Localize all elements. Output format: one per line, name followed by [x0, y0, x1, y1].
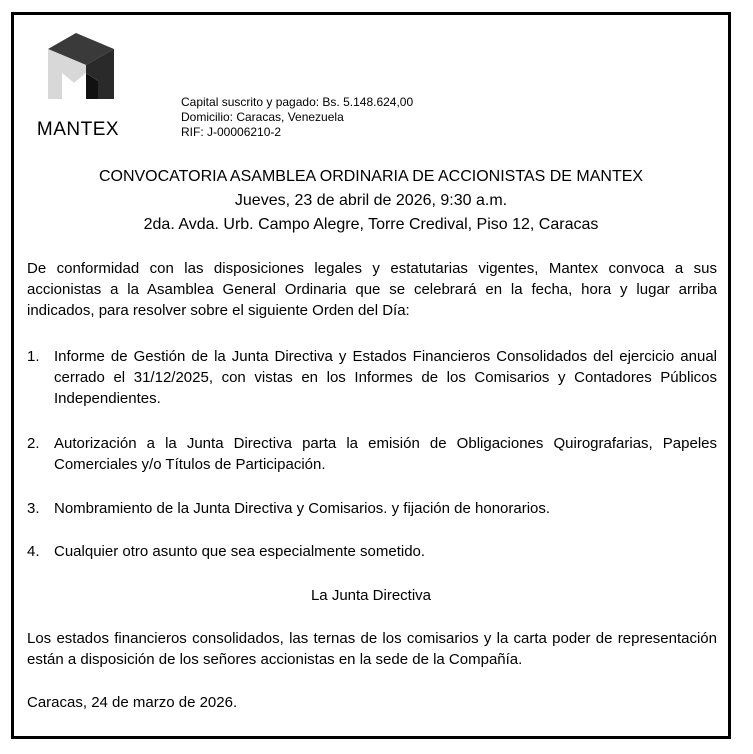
notice-frame — [11, 12, 731, 739]
footer-note: Los estados financieros consolidados, las ternas de los comisarios y la carta poder de representación están a disposición de los señores accionistas en la sede de la Compañía. — [27, 630, 717, 668]
agenda-item — [27, 498, 717, 519]
agenda-text: Cualquier otro asunto que sea especialmente sometido. — [54, 543, 426, 560]
domicile-line: Domicilio: Caracas, Venezuela — [181, 110, 344, 124]
agenda-number: 1. — [27, 348, 40, 365]
notice-header — [14, 165, 728, 237]
company-logo — [36, 33, 126, 153]
notice-title: CONVOCATORIA ASAMBLEA ORDINARIA DE ACCIONISTAS DE MANTEX — [98, 168, 644, 185]
company-info — [181, 95, 413, 140]
place-date: Caracas, 24 de marzo de 2026. — [27, 694, 238, 711]
mantex-logo-icon — [48, 33, 114, 99]
capital-line: Capital suscrito y pagado: Bs. 5.148.624,00 — [181, 95, 414, 109]
agenda-text: Autorización a la Junta Directiva parta la emisión de Obligaciones Quirografarias, Papeles Comerciales y/o Títulos de Participación. — [54, 435, 717, 473]
agenda-item — [27, 433, 717, 475]
rif-line: RIF: J-00006210-2 — [181, 125, 282, 139]
agenda-number: 4. — [27, 543, 40, 560]
intro-paragraph: De conformidad con las disposiciones legales y estatutarias vigentes, Mantex convoca a sus accionistas a la Asamblea General Ordinaria que se celebrará en la fecha, hora y lugar arriba indicados, para resolver sobre el siguiente Orden del Día: — [27, 260, 717, 319]
agenda-text: Nombramiento de la Junta Directiva y Comisarios. y fijación de honorarios. — [54, 500, 551, 517]
agenda-item — [27, 346, 717, 409]
logo-wordmark: MANTEX — [36, 119, 120, 140]
agenda-number: 2. — [27, 435, 40, 452]
agenda-number: 3. — [27, 500, 40, 517]
signature: La Junta Directiva — [310, 587, 432, 604]
agenda-text: Informe de Gestión de la Junta Directiva y Estados Financieros Consolidados del ejercicio anual cerrado el 31/12/2025, con vistas en los Informes de los Comisarios y Contadores Públicos Independientes. — [54, 348, 717, 407]
agenda-item — [27, 541, 717, 562]
meeting-location: 2da. Avda. Urb. Campo Alegre, Torre Credival, Piso 12, Caracas — [143, 216, 599, 233]
meeting-date: Jueves, 23 de abril de 2026, 9:30 a.m. — [234, 192, 508, 209]
